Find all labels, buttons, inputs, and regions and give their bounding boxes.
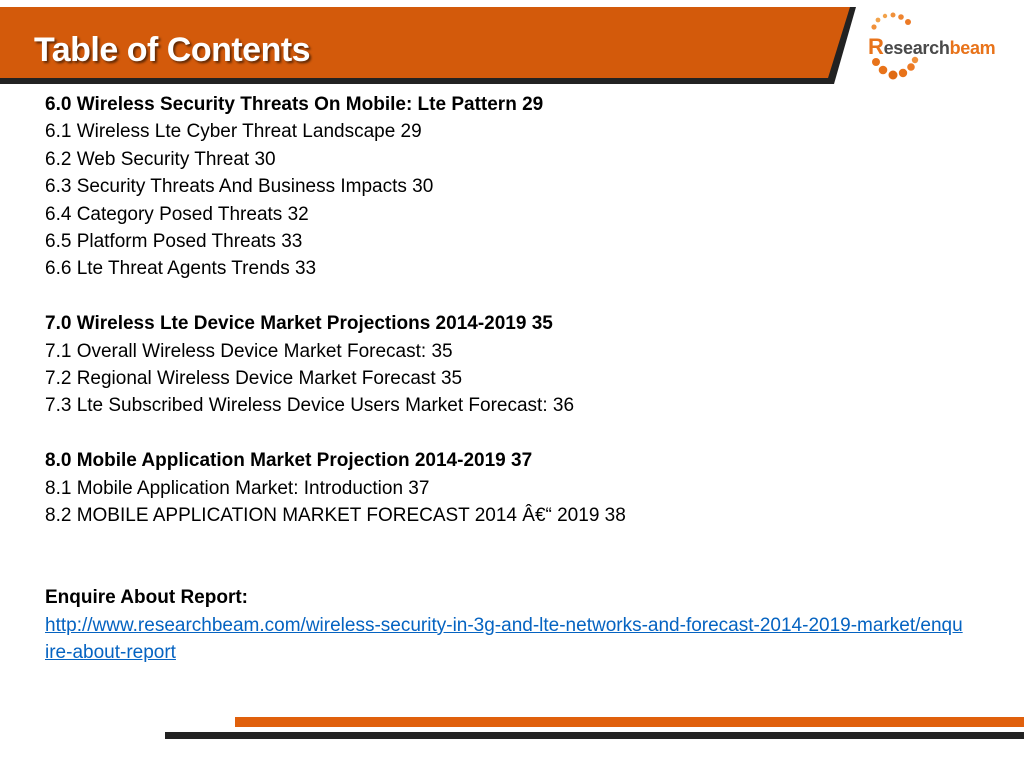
toc-item: 7.1 Overall Wireless Device Market Forecast: 35 xyxy=(45,340,453,362)
logo-part-beam: beam xyxy=(949,38,996,58)
logo-part-research: esearch xyxy=(883,38,950,58)
toc-item: 6.2 Web Security Threat 30 xyxy=(45,148,276,170)
toc-item: 8.1 Mobile Application Market: Introduction 37 xyxy=(45,477,430,499)
toc-heading: 6.0 Wireless Security Threats On Mobile: Lte Pattern 29 xyxy=(45,94,544,115)
enquire-link[interactable]: http://www.researchbeam.com/wireless-security-in-3g-and-lte-networks-and-forecast-2014-2019-market/enquire-about-report xyxy=(45,614,963,664)
logo-initial: R xyxy=(868,34,884,59)
toc-item: 6.6 Lte Threat Agents Trends 33 xyxy=(45,258,317,280)
toc-heading: 8.0 Mobile Application Market Projection 2014-2019 37 xyxy=(45,450,533,472)
toc-item: 6.4 Category Posed Threats 32 xyxy=(45,203,309,225)
footer-accent-bar xyxy=(235,717,1024,727)
toc-section-8 xyxy=(45,447,995,529)
toc-content xyxy=(45,91,995,666)
toc-section-7 xyxy=(45,310,995,420)
toc-item: 6.3 Security Threats And Business Impacts 30 xyxy=(45,176,434,198)
toc-section-6 xyxy=(45,91,995,283)
enquire-label: Enquire About Report: xyxy=(45,587,248,609)
toc-item: 6.5 Platform Posed Threats 33 xyxy=(45,231,303,253)
footer-dark-bar xyxy=(165,732,1024,739)
enquire-block xyxy=(45,584,995,666)
toc-item: 7.3 Lte Subscribed Wireless Device Users Market Forecast: 36 xyxy=(45,395,575,417)
toc-item: 8.2 MOBILE APPLICATION MARKET FORECAST 2014 Â€“ 2019 38 xyxy=(45,505,626,527)
toc-item: 7.2 Regional Wireless Device Market Forecast 35 xyxy=(45,368,463,390)
logo-wordmark xyxy=(868,34,995,60)
toc-heading: 7.0 Wireless Lte Device Market Projections 2014-2019 35 xyxy=(45,313,553,335)
toc-item: 6.1 Wireless Lte Cyber Threat Landscape 29 xyxy=(45,121,422,143)
page-title: Table of Contents xyxy=(34,31,311,69)
